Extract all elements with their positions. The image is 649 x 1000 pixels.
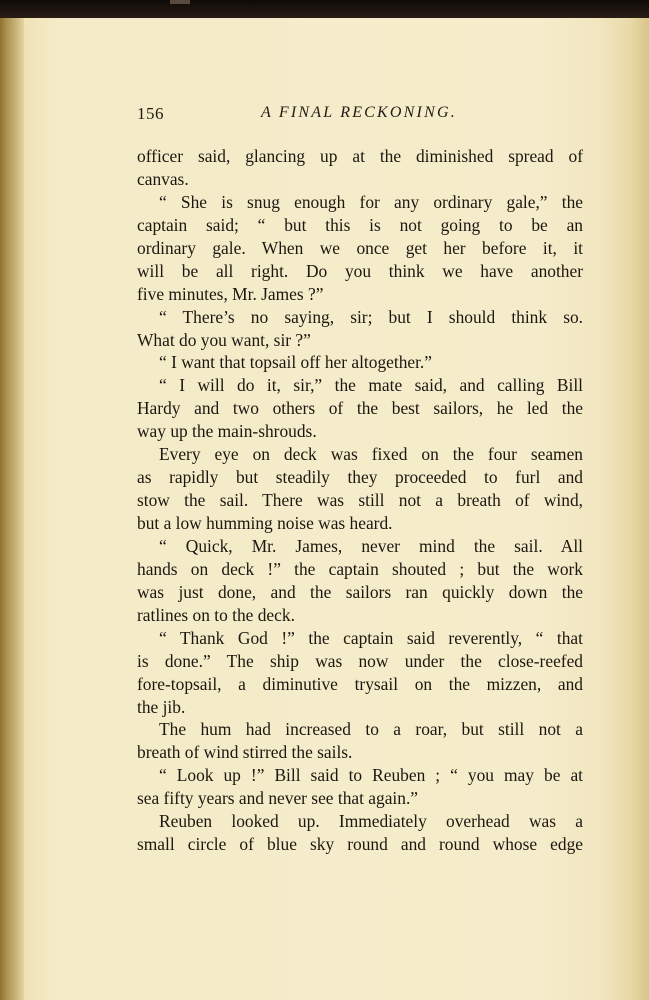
text-line: officer said, glancing up at the diminished spread of [137, 146, 583, 166]
text-line: Reuben looked up. Immediately overhead was a [159, 811, 583, 832]
text-line: “ I want that topsail off her altogether.” [159, 352, 433, 373]
text-line: breath of wind stirred the sails. [137, 742, 353, 763]
scan-top-edge [0, 0, 649, 18]
page-number: 156 [137, 104, 164, 123]
text-line: sea fifty years and never see that again.” [137, 788, 419, 809]
text-line: as rapidly but steadily they proceeded to furl and [137, 467, 583, 488]
text-line: was just done, and the sailors ran quickly down the [137, 581, 583, 602]
spine-gutter-shadow [0, 18, 24, 1000]
text-line: the jib. [137, 696, 186, 717]
text-line: fore-topsail, a diminutive trysail on the mizzen, and [137, 673, 583, 694]
text-line: canvas. [137, 168, 189, 189]
text-line: Hardy and two others of the best sailors, he led the [137, 398, 583, 419]
text-line: hands on deck !” the captain shouted ; but the work [137, 558, 583, 579]
text-line: “ Look up !” Bill said to Reuben ; “ you may be at [159, 765, 583, 786]
scan-edge-mark [170, 0, 190, 4]
text-line: “ I will do it, sir,” the mate said, and calling Bill [159, 375, 583, 396]
text-line: five minutes, Mr. James ?” [137, 283, 324, 304]
text-line: but a low humming noise was heard. [137, 513, 393, 533]
text-line: “ There’s no saying, sir; but I should think so. [159, 306, 583, 327]
text-line: Every eye on deck was fixed on the four seamen [159, 444, 583, 465]
page-header [137, 104, 583, 128]
text-line: ratlines on to the deck. [137, 604, 295, 625]
text-line: captain said; “ but this is not going to be an [137, 214, 583, 235]
text-line: “ Quick, Mr. James, never mind the sail. All [159, 535, 583, 556]
text-line: ordinary gale. When we once get her before it, it [137, 237, 583, 258]
text-line: “ She is snug enough for any ordinary gale,” the [159, 191, 583, 212]
text-line: is done.” The ship was now under the close-reefed [137, 650, 583, 671]
text-line: small circle of blue sky round and round whose edge [137, 834, 583, 855]
text-line: What do you want, sir ?” [137, 329, 311, 350]
text-line: way up the main-shrouds. [137, 421, 317, 442]
text-line: will be all right. Do you think we have another [137, 260, 583, 281]
text-line: stow the sail. There was still not a breath of wind, [137, 490, 583, 511]
text-line: “ Thank God !” the captain said reverently, “ that [159, 627, 583, 648]
running-title: A FINAL RECKONING. [261, 104, 457, 121]
text-line: The hum had increased to a roar, but still not a [159, 719, 583, 740]
page-body-text [137, 145, 583, 856]
